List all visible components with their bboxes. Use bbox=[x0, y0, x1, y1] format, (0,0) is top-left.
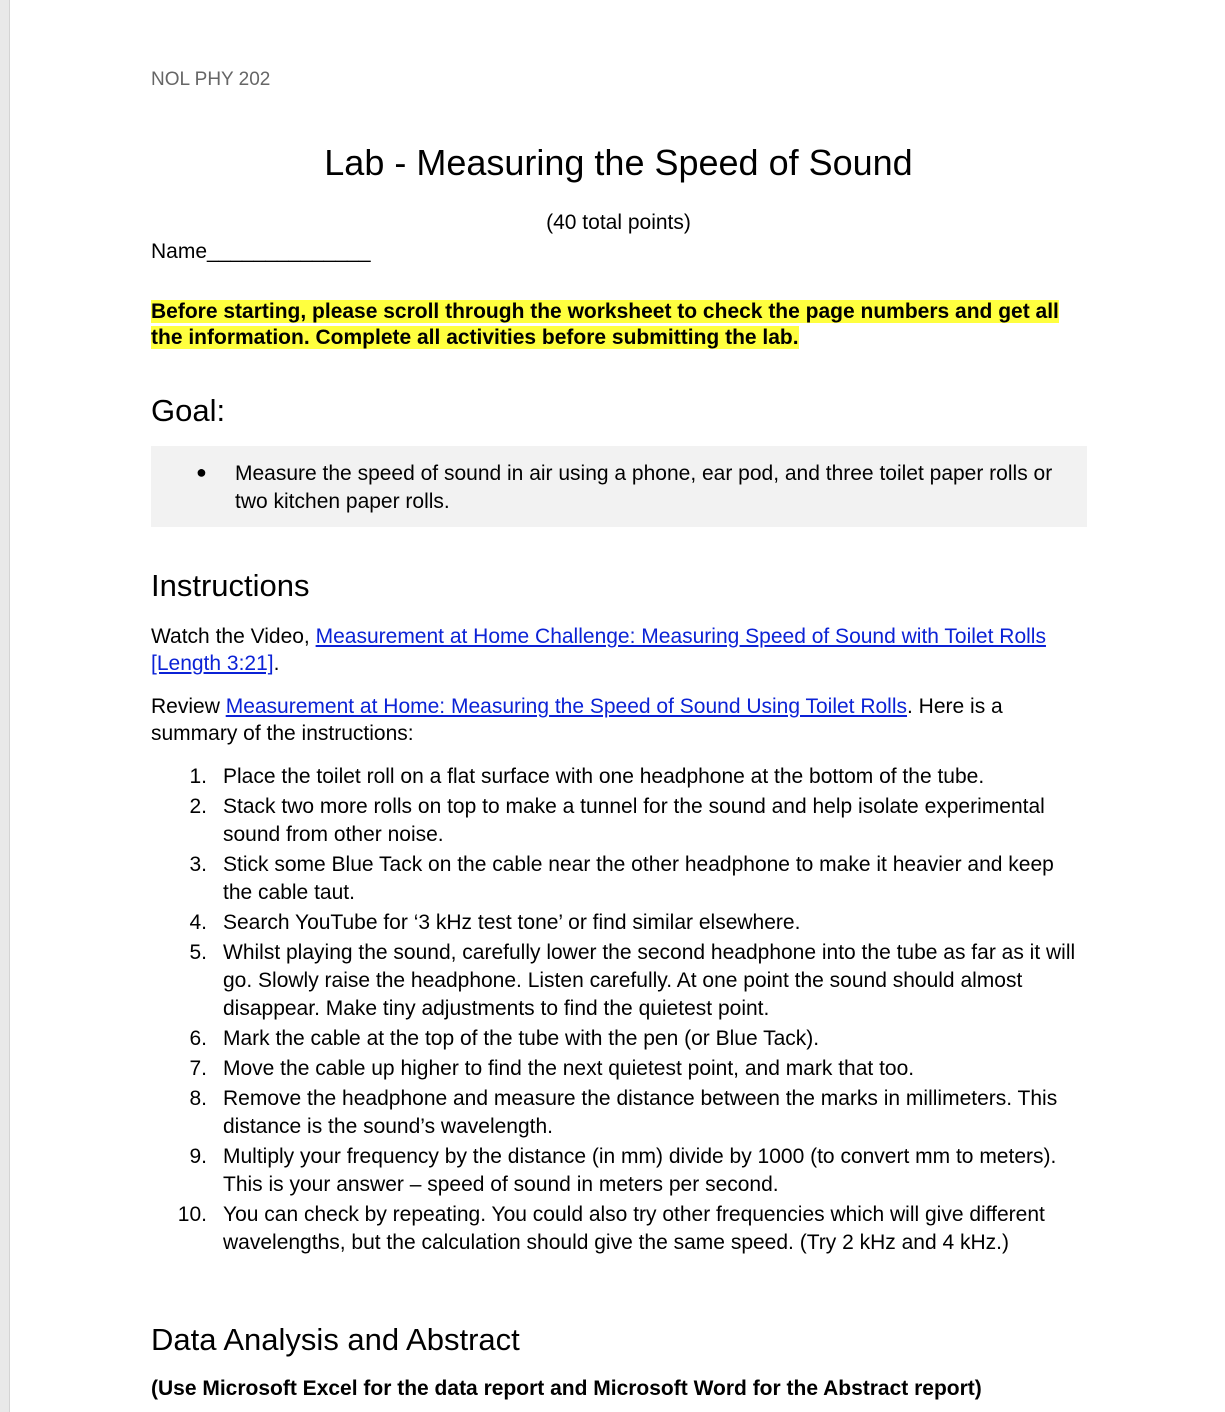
video-paragraph bbox=[151, 623, 1071, 677]
list-item bbox=[187, 763, 1087, 791]
step-text: Stick some Blue Tack on the cable near the other headphone to make it heavier and keep the cable taut. bbox=[223, 853, 1054, 904]
goal-box bbox=[151, 446, 1087, 527]
list-item bbox=[187, 1055, 1087, 1083]
step-number: 4. bbox=[189, 911, 207, 934]
step-text: Multiply your frequency by the distance (in mm) divide by 1000 (to convert mm to meters). This is your answer – speed of sound in meters per second. bbox=[223, 1145, 1057, 1196]
step-text: You can check by repeating. You could also try other frequencies which will give different wavelengths, but the calculation should give the same speed. (Try 2 kHz and 4 kHz.) bbox=[223, 1203, 1045, 1254]
step-number: 2. bbox=[189, 795, 207, 818]
step-number: 8. bbox=[189, 1087, 207, 1110]
goal-text: Measure the speed of sound in air using a phone, ear pod, and three toilet paper rolls or two kitchen paper rolls. bbox=[235, 462, 1053, 513]
step-number: 3. bbox=[189, 853, 207, 876]
page-left-edge bbox=[0, 0, 10, 1412]
list-item bbox=[187, 909, 1087, 937]
step-number: 9. bbox=[189, 1145, 207, 1168]
list-item bbox=[187, 939, 1087, 1023]
bullet-icon: ● bbox=[196, 462, 207, 482]
instruction-steps-list bbox=[177, 763, 1087, 1259]
list-item bbox=[187, 793, 1087, 849]
data-analysis-heading: Data Analysis and Abstract bbox=[151, 1322, 520, 1357]
step-text: Search YouTube for ‘3 kHz test tone’ or find similar elsewhere. bbox=[223, 911, 801, 934]
step-number: 7. bbox=[189, 1057, 207, 1080]
step-text: Remove the headphone and measure the distance between the marks in millimeters. This distance is the sound’s wavelength. bbox=[223, 1087, 1058, 1138]
review-prefix: Review bbox=[151, 695, 226, 718]
list-item bbox=[177, 1201, 1087, 1257]
notice-text: Before starting, please scroll through the worksheet to check the page numbers and get all the information. Complete all activities before submitting the lab. bbox=[151, 300, 1059, 349]
review-link[interactable]: Measurement at Home: Measuring the Speed of Sound Using Toilet Rolls bbox=[225, 695, 908, 718]
instructions-heading: Instructions bbox=[151, 568, 310, 603]
list-item bbox=[187, 1143, 1087, 1199]
name-field-label: Name______________ bbox=[151, 240, 371, 263]
video-suffix: . bbox=[273, 652, 280, 675]
review-suffix: . Here is a summary of the instructions: bbox=[151, 695, 1003, 745]
list-item bbox=[187, 851, 1087, 907]
video-prefix: Watch the Video, bbox=[151, 625, 316, 648]
total-points: (40 total points) bbox=[546, 211, 691, 234]
page-title: Lab - Measuring the Speed of Sound bbox=[324, 142, 913, 183]
video-link[interactable]: Measurement at Home Challenge: Measuring Speed of Sound with Toilet Rolls [Length 3:21] bbox=[151, 625, 1046, 675]
course-header: NOL PHY 202 bbox=[151, 69, 271, 90]
step-text: Stack two more rolls on top to make a tunnel for the sound and help isolate experimental sound from other noise. bbox=[223, 795, 1045, 846]
list-item bbox=[187, 1085, 1087, 1141]
step-number: 6. bbox=[189, 1027, 207, 1050]
step-number: 5. bbox=[189, 941, 207, 964]
review-paragraph bbox=[151, 693, 1071, 747]
list-item bbox=[187, 1025, 1087, 1053]
data-analysis-subheading: (Use Microsoft Excel for the data report and Microsoft Word for the Abstract report) bbox=[151, 1377, 982, 1400]
step-text: Mark the cable at the top of the tube with the pen (or Blue Tack). bbox=[223, 1027, 820, 1050]
step-number: 10. bbox=[177, 1203, 207, 1226]
goal-heading: Goal: bbox=[151, 393, 226, 428]
step-text: Place the toilet roll on a flat surface with one headphone at the bottom of the tube. bbox=[223, 765, 985, 788]
step-number: 1. bbox=[189, 765, 207, 788]
step-text: Move the cable up higher to find the next quietest point, and mark that too. bbox=[223, 1057, 915, 1080]
highlighted-notice bbox=[151, 299, 1091, 351]
step-text: Whilst playing the sound, carefully lower the second headphone into the tube as far as it will go. Slowly raise the headphone. Listen carefully. At one point the sound should almost disappear. Make tiny adjustments to find the quietest point. bbox=[223, 941, 1076, 1020]
